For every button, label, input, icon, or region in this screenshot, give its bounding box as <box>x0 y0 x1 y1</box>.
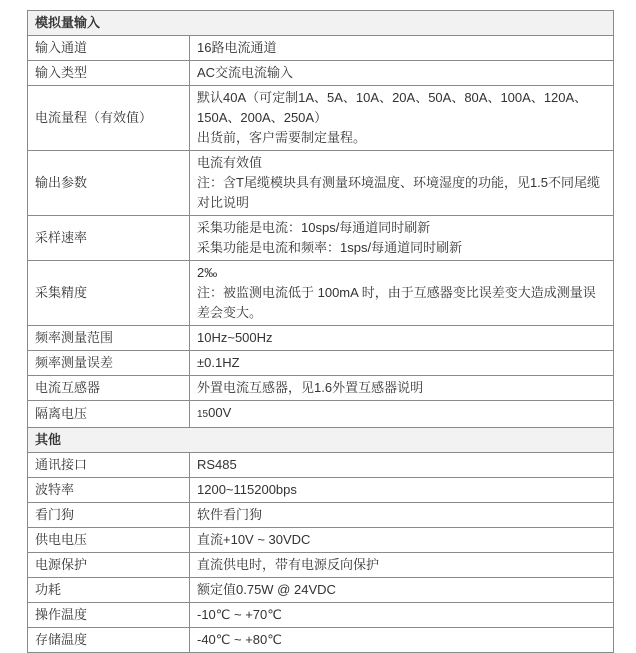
spec-value <box>190 261 614 326</box>
spec-value <box>190 216 614 261</box>
spec-row <box>28 628 614 653</box>
spec-label: 隔离电压 <box>28 401 190 428</box>
spec-label: 输入类型 <box>28 61 190 86</box>
spec-row <box>28 478 614 503</box>
spec-value <box>190 578 614 603</box>
spec-table-body <box>28 11 614 653</box>
spec-label: 电源保护 <box>28 553 190 578</box>
value-line: 外置电流互感器，见1.6外置互感器说明 <box>197 380 424 395</box>
spec-value <box>190 376 614 401</box>
spec-value <box>190 503 614 528</box>
spec-row <box>28 401 614 428</box>
spec-value <box>190 351 614 376</box>
value-line: 默认40A（可定制1A、5A、10A、20A、50A、80A、100A、120A、150A、200A、250A） <box>197 90 588 125</box>
spec-label: 采集精度 <box>28 261 190 326</box>
value-line: 采集功能是电流：10sps/每通道同时刷新 <box>197 220 431 235</box>
spec-value <box>190 528 614 553</box>
spec-label: 供电电压 <box>28 528 190 553</box>
spec-table <box>27 10 614 653</box>
spec-label: 看门狗 <box>28 503 190 528</box>
value-line: 电流有效值 <box>197 155 263 170</box>
value-line: -10℃ ~ +70℃ <box>197 607 282 622</box>
spec-label: 频率测量误差 <box>28 351 190 376</box>
spec-label: 电流互感器 <box>28 376 190 401</box>
value-line: 软件看门狗 <box>197 507 263 522</box>
spec-value <box>190 401 614 428</box>
value-line: 直流供电时，带有电源反向保护 <box>197 557 380 572</box>
section-header-row <box>28 11 614 36</box>
value-line: 1200~115200bps <box>197 482 297 497</box>
value-line: AC交流电流输入 <box>197 65 294 80</box>
spec-value <box>190 603 614 628</box>
value-line: RS485 <box>197 457 237 472</box>
spec-row <box>28 528 614 553</box>
spec-label: 通讯接口 <box>28 453 190 478</box>
spec-label: 输入通道 <box>28 36 190 61</box>
spec-row <box>28 151 614 216</box>
spec-row <box>28 326 614 351</box>
spec-row <box>28 603 614 628</box>
value-line: 2‰ <box>197 265 218 280</box>
value-line: 出货前，客户需要制定量程。 <box>197 130 367 145</box>
spec-value <box>190 478 614 503</box>
value-line: 10Hz~500Hz <box>197 330 273 345</box>
spec-value <box>190 86 614 151</box>
spec-value <box>190 151 614 216</box>
spec-row <box>28 261 614 326</box>
spec-row <box>28 453 614 478</box>
spec-value <box>190 628 614 653</box>
spec-row <box>28 553 614 578</box>
spec-value <box>190 326 614 351</box>
section-header-row <box>28 428 614 453</box>
value-line: 16路电流通道 <box>197 40 277 55</box>
spec-row <box>28 376 614 401</box>
spec-label: 存储温度 <box>28 628 190 653</box>
value-line: 直流+10V ~ 30VDC <box>197 532 311 547</box>
spec-row <box>28 36 614 61</box>
spec-row <box>28 578 614 603</box>
spec-row <box>28 61 614 86</box>
value-part: 15 <box>197 409 209 420</box>
value-line: -40℃ ~ +80℃ <box>197 632 282 647</box>
value-line: 采集功能是电流和频率：1sps/每通道同时刷新 <box>197 240 463 255</box>
spec-value <box>190 553 614 578</box>
value-line: ±0.1HZ <box>197 355 240 370</box>
spec-label: 采样速率 <box>28 216 190 261</box>
value-part: 00V <box>208 405 232 420</box>
spec-row <box>28 86 614 151</box>
value-line: 额定值0.75W @ 24VDC <box>197 582 336 597</box>
spec-label: 波特率 <box>28 478 190 503</box>
spec-label: 操作温度 <box>28 603 190 628</box>
spec-value <box>190 36 614 61</box>
spec-label: 输出参数 <box>28 151 190 216</box>
spec-value <box>190 61 614 86</box>
spec-label: 频率测量范围 <box>28 326 190 351</box>
section-header: 其他 <box>28 428 614 453</box>
section-header: 模拟量输入 <box>28 11 614 36</box>
spec-label: 电流量程（有效值） <box>28 86 190 151</box>
spec-row <box>28 351 614 376</box>
spec-row <box>28 503 614 528</box>
spec-value <box>190 453 614 478</box>
spec-label: 功耗 <box>28 578 190 603</box>
spec-row <box>28 216 614 261</box>
value-line: 注：被监测电流低于 100mA 时，由于互感器变比误差变大造成测量误差会变大。 <box>197 285 596 320</box>
value-line: 注：含T尾缆模块具有测量环境温度、环境湿度的功能，见1.5不同尾缆对比说明 <box>197 175 601 210</box>
